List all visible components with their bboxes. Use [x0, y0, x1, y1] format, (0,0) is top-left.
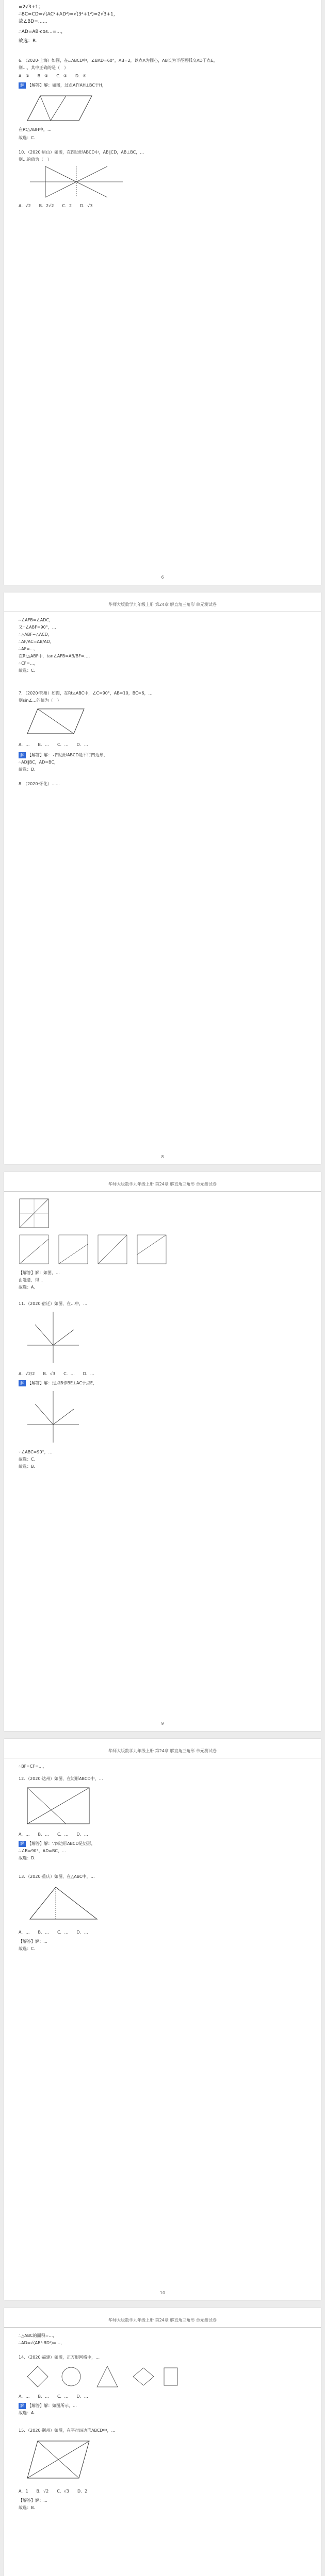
page-1 [4, 0, 321, 585]
answer-tag: 解 [19, 1841, 26, 1847]
page-number: 8 [161, 1155, 164, 1159]
question-text: 7．（2020·鄂州）如图，在Rt△ABC中，∠C=90°，AB=10，BC=6，… [19, 691, 153, 696]
text-line: ∴AD=AB·cos…=…， [19, 29, 66, 35]
solution-line: 故选：D. [19, 1856, 36, 1860]
solution-line: 故选：C. [19, 1457, 36, 1462]
solution-line: 【解答】解：… [19, 1939, 47, 1944]
geometry-figure [25, 164, 128, 200]
solution-line: 故选：A. [19, 1285, 35, 1290]
text-line: =2√3+1； [19, 5, 43, 10]
solution-line: ∴AF=…， [19, 647, 38, 651]
solution-line [19, 752, 108, 758]
triangle-figure [25, 1883, 102, 1924]
solution-line: ∴AD=√(AB²-BD²)=…， [19, 2341, 65, 2345]
choices: A．… B．… C．… D．… [19, 742, 88, 747]
page-header: 华师大版数学九年级上册 第24章 解直角三角形 单元测试卷 [4, 2317, 321, 2328]
solution-line: 故选：C. [19, 1946, 36, 1951]
answer-tag: 解 [19, 1380, 26, 1386]
solution-line: ∴CF=…， [19, 661, 38, 666]
solution-line: 在Rt△ABH中，… [19, 127, 52, 132]
solution-line: 在Rt△ABF中，tan∠AFB=AB/BF=…， [19, 654, 93, 658]
text-line: 故∠BD=…… [19, 19, 47, 24]
page-header: 华师大版数学九年级上册 第24章 解直角三角形 单元测试卷 [4, 1748, 321, 1758]
solution-line: 故选：C. [19, 668, 36, 673]
solution-line: 故选：C. [19, 135, 36, 140]
question-text: 14．（2020·福建）如图，正方形网格中，… [19, 2355, 100, 2360]
solution-line: ∴AF/AC=AB/AD， [19, 639, 54, 644]
page-5 [4, 2308, 321, 2576]
solution-line: 故选：B. [19, 2505, 36, 2510]
solution-text: 【解答】解：∵四边形ABCD是平行四边形， [27, 753, 108, 757]
choices: A．√2 B．2√2 C．2 D．√3 [19, 204, 93, 208]
question-text: 则sin∠…的值为（ ） [19, 698, 61, 703]
solution-line: ∴△ABF∽△ACD， [19, 632, 52, 637]
question-text: 11．（2020·宿迁）如图，在…中，… [19, 1301, 88, 1306]
solution-line: ∴△ABC的面积=…， [19, 2333, 57, 2338]
solution-line [19, 82, 106, 89]
question-text: 15．（2020·荆州）如图，在平行四边形ABCD中，… [19, 2428, 116, 2433]
solution-line [19, 1841, 95, 1847]
solution-line: ∴∠AFB=∠ADC， [19, 618, 53, 622]
solution-line: 又∵∠ABF=90°，… [19, 625, 56, 630]
page-number: 9 [161, 1721, 164, 1726]
choices: A．… B．… C．… D．… [19, 1930, 88, 1935]
solution-line: ∴BF=CF=…， [19, 1764, 47, 1769]
answer-tag: 解 [19, 752, 26, 758]
choices: A．… B．… C．… D．… [19, 2394, 88, 2399]
page-header: 华师大版数学九年级上册 第24章 解直角三角形 单元测试卷 [4, 602, 321, 612]
watermark [115, 809, 124, 822]
text-line: ∴BC=CD=√(AC²+AD²)=√(3²+1²)=2√3+1， [19, 12, 118, 17]
question-text: 则…，其中正确的是（ ） [19, 65, 68, 70]
page-4 [4, 1739, 321, 2300]
question-text: 则…的值为（ ） [19, 157, 52, 162]
solution-line: 【解答】解：… [19, 2498, 47, 2503]
solution-line: ∵∠ABC=90°，… [19, 1450, 53, 1454]
answer-tag: 解 [19, 82, 26, 89]
choices: A．① B．② C．③ D．④ [19, 74, 87, 78]
solution-line: 由题意，得… [19, 1278, 43, 1282]
solution-line: 故选：A. [19, 2411, 35, 2415]
solution-line: 故选：D. [19, 767, 36, 772]
page-number: 10 [159, 2291, 166, 2295]
question-text: 6．（2020·上海）如图，在▱ABCD中，∠BAD=60°，AB=2，以点A为圆心，AB长为半径画弧交AD于点E， [19, 58, 218, 63]
question-text: 10．（2020·眉山）如图，在四边形ABCD中，AB∥CD，AB⊥BC，… [19, 150, 144, 155]
grid-figure [19, 1198, 50, 1229]
question-text: 8．（2020·怀化）…… [19, 782, 60, 786]
page-header: 华师大版数学九年级上册 第24章 解直角三角形 单元测试卷 [4, 1181, 321, 1192]
solution-line: 【解答】解：如图，… [19, 1270, 60, 1275]
solution-line: 故选：B. [19, 1464, 36, 1469]
page-3 [4, 1172, 321, 1731]
solution-text: 【解答】解：∵四边形ABCD是矩形， [27, 1841, 95, 1846]
choices: A．… B．… C．… D．… [19, 1832, 88, 1837]
answer-tag: 解 [19, 2403, 26, 2409]
text-line: 故选：B. [19, 39, 38, 44]
axes-figure [25, 1309, 82, 1366]
solution-line: ∴∠B=90°，AD=BC，… [19, 1849, 66, 1853]
page-2 [4, 592, 321, 1164]
choices: A．√2/2 B．√3 C．… D．… [19, 1371, 94, 1376]
question-text: 13．（2020·重庆）如图，在△ABC中，… [19, 1874, 95, 1879]
rectangle-figure [25, 1785, 92, 1826]
solution-text: 【解答】解：如图，过点A作AH⊥BC于H， [27, 83, 106, 88]
axes-figure [25, 1388, 82, 1445]
solution-text: 【解答】解：如图所示，… [27, 2403, 77, 2408]
solution-line: ∴AD∥BC，AD=BC， [19, 760, 58, 765]
solution-line [19, 1380, 97, 1386]
parallelogram-figure [25, 92, 97, 125]
parallelogram-figure [25, 2437, 92, 2483]
solution-line [19, 2403, 77, 2409]
choices: A．1 B．√2 C．√3 D．2 [19, 2489, 88, 2494]
solution-text: 【解答】解：过点B作BE⊥AC于点E， [27, 1381, 97, 1385]
grid-options-figure [19, 1234, 173, 1265]
parallelogram-figure [25, 706, 87, 737]
shapes-row-figure [25, 2364, 180, 2389]
question-text: 12．（2020·达州）如图，在矩形ABCD中，… [19, 1776, 103, 1781]
page-number: 6 [161, 575, 164, 580]
